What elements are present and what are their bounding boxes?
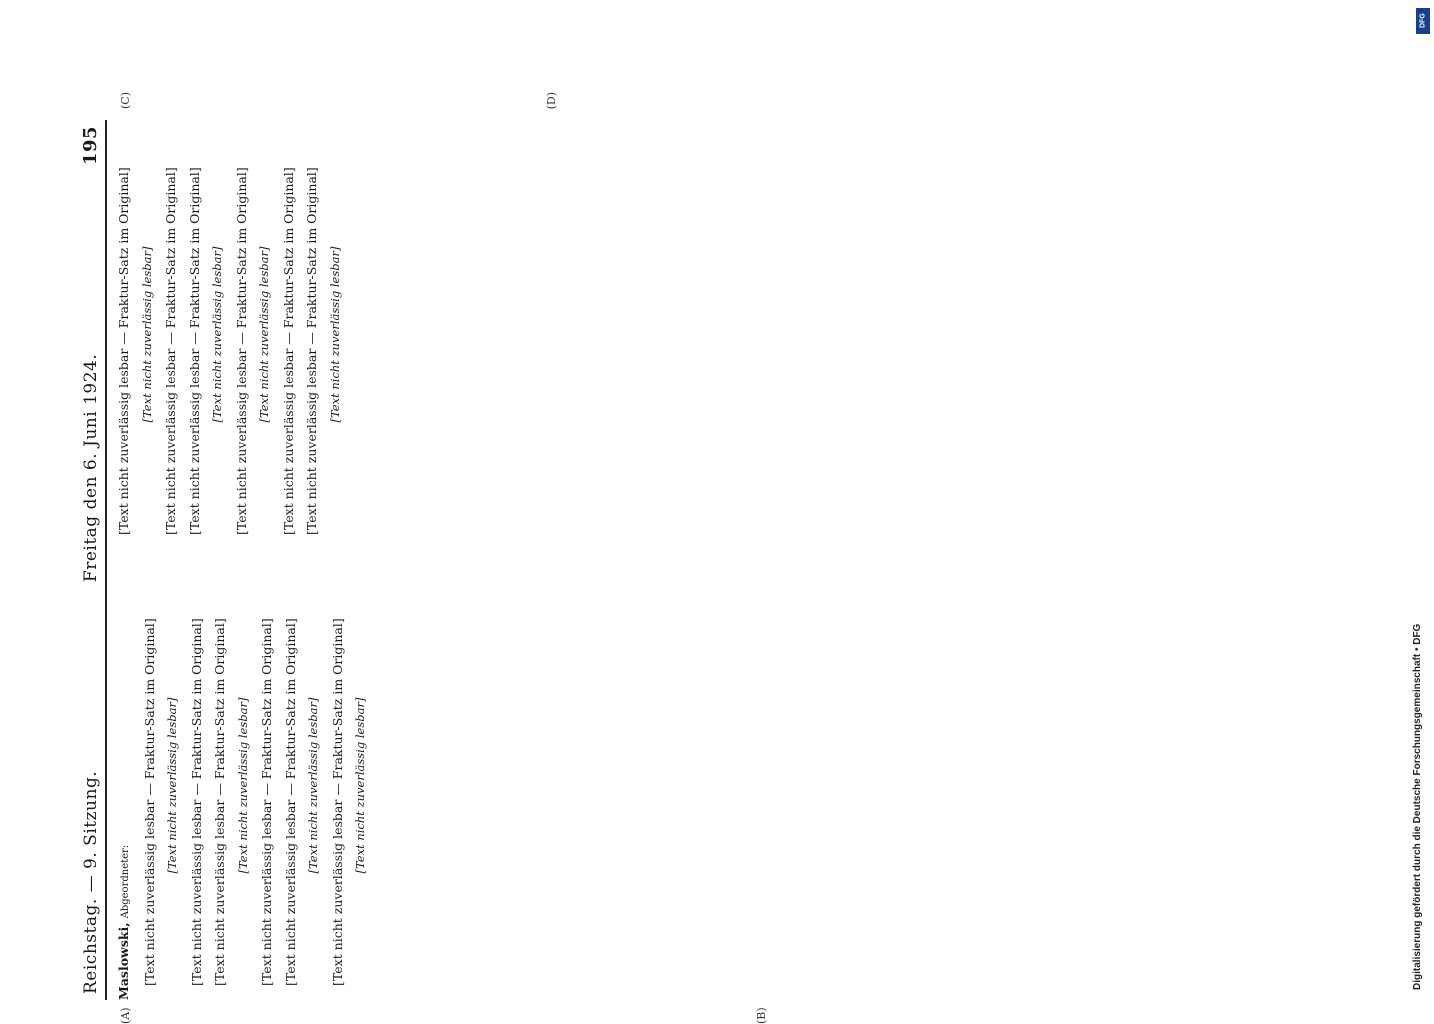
margin-mark-c: (C)	[119, 92, 132, 109]
right-column	[115, 120, 376, 549]
interjection: [Text nicht zuverlässig lesbar]	[235, 697, 250, 874]
text-columns	[115, 92, 768, 1024]
document-page	[80, 92, 1280, 1024]
paragraph: [Text nicht zuverlässig lesbar — Fraktur-Satz im Original]	[116, 167, 131, 535]
paragraph: [Text nicht zuverlässig lesbar — Fraktur-Satz im Original]	[212, 618, 227, 986]
margin-mark-a: (A)	[119, 1007, 132, 1024]
interjection: [Text nicht zuverlässig lesbar]	[327, 246, 342, 423]
speaker-role: Abgeordneter:	[120, 844, 131, 919]
paragraph: [Text nicht zuverlässig lesbar — Fraktur-Satz im Original]	[188, 618, 204, 986]
header-date: Freitag den 6. Juni 1924.	[81, 353, 101, 583]
speaker-name: Maslowski,	[116, 922, 131, 1000]
paragraph: [Text nicht zuverlässig lesbar — Fraktur-Satz im Original]	[141, 618, 157, 986]
margin-mark-d: (D)	[545, 92, 558, 110]
paragraph: [Text nicht zuverlässig lesbar — Fraktur-Satz im Original]	[329, 618, 345, 986]
dfg-credit: Digitalisierung gefördert durch die Deutsche Forschungsgemeinschaft • DFG	[1412, 623, 1423, 990]
paragraph: [Text nicht zuverlässig lesbar — Fraktur-Satz im Original]	[186, 167, 202, 535]
interjection: [Text nicht zuverlässig lesbar]	[165, 697, 179, 874]
interjection: [Text nicht zuverlässig lesbar]	[353, 697, 367, 874]
interjection: [Text nicht zuverlässig lesbar]	[257, 246, 271, 423]
paragraph: [Text nicht zuverlässig lesbar — Fraktur-Satz im Original]	[304, 167, 319, 535]
interjection: [Text nicht zuverlässig lesbar]	[306, 697, 320, 874]
header-left: Reichstag. — 9. Sitzung.	[81, 770, 101, 994]
left-column	[115, 571, 376, 1000]
page-header	[80, 120, 107, 1000]
paragraph: [Text nicht zuverlässig lesbar — Fraktur-Satz im Original]	[233, 167, 249, 535]
paragraph: [Text nicht zuverlässig lesbar — Fraktur-Satz im Original]	[259, 618, 274, 986]
dfg-logo: DFG	[1416, 8, 1430, 34]
paragraph: [Text nicht zuverlässig lesbar — Fraktur-Satz im Original]	[163, 167, 178, 535]
page-number: 195	[80, 126, 101, 166]
paragraph: [Text nicht zuverlässig lesbar — Fraktur-Satz im Original]	[282, 618, 298, 986]
speaker-line	[115, 571, 135, 1000]
interjection: [Text nicht zuverlässig lesbar]	[139, 246, 154, 423]
margin-mark-b: (B)	[755, 1007, 768, 1024]
paragraph: [Text nicht zuverlässig lesbar — Fraktur-Satz im Original]	[280, 167, 296, 535]
interjection: [Text nicht zuverlässig lesbar]	[210, 246, 224, 423]
